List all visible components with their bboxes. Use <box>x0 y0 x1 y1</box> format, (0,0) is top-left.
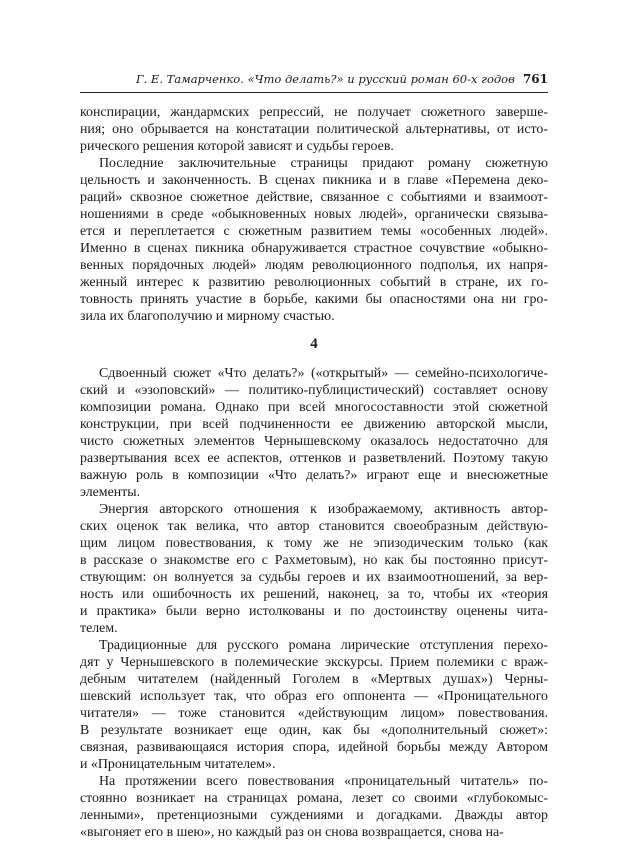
text-line: В результате возникает еще один, как бы «дополнительный сюжет»: <box>80 723 548 738</box>
text-line: На протяжении всего повествования «проницательный читатель» по- <box>99 774 548 789</box>
text-line: в рассказе о знакомстве его с Рахметовым), но как бы постоянно присут- <box>80 553 548 568</box>
text-line: конструкции, при всей подчиненности ее движению авторской мысли, <box>80 417 548 432</box>
text-line: ленными», претенциозными суждениями и догадками. Дважды автор <box>80 808 548 823</box>
paragraph <box>80 637 548 773</box>
text-line: стоянно возникает на страницах романа, лезет со своими «глубокомыс- <box>80 791 548 806</box>
text-line: женный интерес к развитию революционных событий в стране, их го- <box>80 275 548 290</box>
text-before-section <box>80 104 548 325</box>
text-line: развертывания всех ее аспектов, оттенков и разветвлений. Поэтому такую <box>80 451 548 466</box>
text-line: рического решения которой зависят и судьбы героев. <box>80 139 394 154</box>
text-line: конспирации, жандармских репрессий, не получает сюжетного заверше- <box>80 105 548 120</box>
text-line: цельность и законченность. В сценах пикника и в главе «Перемена деко- <box>80 173 548 188</box>
text-line: ется и переплетается с сюжетным развитием темы «особенных людей». <box>80 224 548 239</box>
text-line: венных порядочных людей» людям революционного подполья, их напря- <box>80 258 548 273</box>
text-line: и «Проницательным читателем». <box>80 757 276 772</box>
paragraph <box>80 501 548 637</box>
text-line: щим лицом повествования, к тому же не эпизодическим только (как <box>80 536 548 551</box>
text-line: ния; оно обрывается на констатации политической альтернативы, от исто- <box>80 122 548 137</box>
text-line: и практика» были верно истолкованы и по достоинству оценены чита- <box>80 604 548 619</box>
text-line: «выгоняет его в шею», но каждый раз он снова возвращается, снова на- <box>80 825 504 840</box>
page-number: 761 <box>522 72 548 86</box>
text-line: связная, развивающаяся история спора, идейной борьбы между Автором <box>80 740 548 755</box>
section-number: 4 <box>310 336 318 352</box>
book-page <box>80 0 548 840</box>
paragraph <box>80 365 548 501</box>
text-line: Сдвоенный сюжет «Что делать?» («открытый» — семейно-психологиче- <box>99 366 548 381</box>
text-after-section <box>80 365 548 841</box>
text-line: раций» сквозное сюжетное действие, связанное с событиями и взаимоот- <box>80 190 548 205</box>
paragraph <box>80 155 548 325</box>
text-line: шевский использует так, что образ его оппонента — «Проницательного <box>80 689 548 704</box>
text-line: Энергия авторского отношения к изображаемому, активность автор- <box>99 502 548 517</box>
text-line: дят у Чернышевского в полемические экскурсы. Прием полемики с враж- <box>80 655 548 670</box>
text-line: зила их благополучию и мирному счастью. <box>80 309 335 324</box>
text-line: ствующим: он волнуется за судьбы героев и их взаимоотношений, за вер- <box>80 570 548 585</box>
text-line: композиции романа. Однако при всей многосоставности этой сюжетной <box>80 400 548 415</box>
text-line: Традиционные для русского романа лирические отступления перехо- <box>99 638 548 653</box>
text-line: ность или ошибочность их решений, наконец, за то, чтобы их «теория <box>80 587 548 602</box>
text-line: Именно в сценах пикника обнаруживается страстное сочувствие «обыкно- <box>80 241 548 256</box>
text-line: дебным читателем (найденный Гоголем в «Мертвых душах») Черны- <box>80 672 548 687</box>
text-line: ношениями в среде «обыкновенных новых людей», органически связыва- <box>80 207 548 222</box>
text-line: чисто сюжетных элементов Чернышевскому оказалось недостаточно для <box>80 434 548 449</box>
running-header <box>80 72 548 86</box>
page-body <box>80 104 548 841</box>
text-line: товность принять участие в борьбе, какими бы опасностями она ни гро- <box>80 292 548 307</box>
header-rule <box>80 92 548 93</box>
text-line: элементы. <box>80 485 141 500</box>
paragraph <box>80 104 548 155</box>
running-title: Г. Е. Тамарченко. «Что делать?» и русский роман 60-х годов <box>136 72 515 86</box>
text-line: ский и «эзоповский» — политико-публицистический) составляет основу <box>80 383 548 398</box>
paragraph <box>80 773 548 841</box>
text-line: важную роль в композиции «Что делать?» играют еще и внесюжетные <box>80 468 548 483</box>
text-line: читателя» — тоже становится «действующим лицом» повествования. <box>80 706 548 721</box>
text-line: Последние заключительные страницы придают роману сюжетную <box>99 156 548 171</box>
text-line: телем. <box>80 621 118 636</box>
text-line: ских оценок так велика, что автор становится своеобразным действую- <box>80 519 548 534</box>
